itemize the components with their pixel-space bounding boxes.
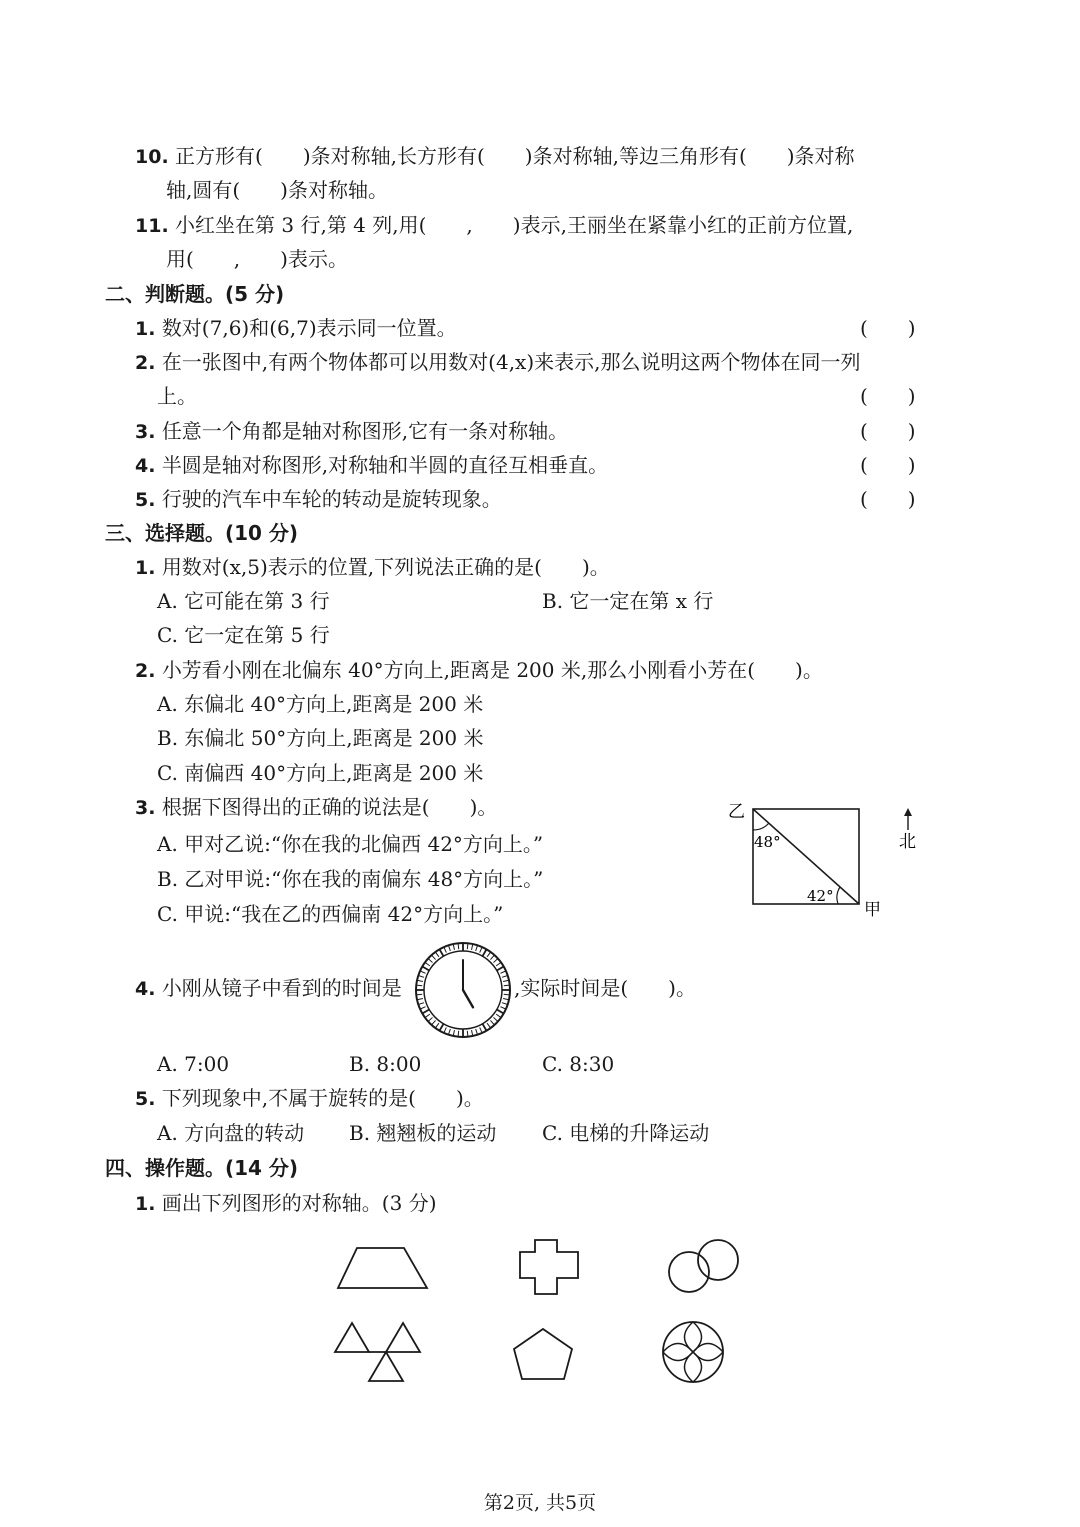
- triangle-shape-left[interactable]: [335, 1323, 369, 1352]
- choice-q3: [135, 794, 497, 821]
- option-b[interactable]: B. 它一定在第 x 行: [542, 589, 714, 613]
- question-number: 4.: [135, 978, 156, 1000]
- clock-tick: [422, 967, 429, 971]
- question-text: 任意一个角都是轴对称图形,它有一条对称轴。: [161, 419, 569, 443]
- section-title-judgement: 二、判断题。(5 分): [105, 282, 285, 306]
- option-b[interactable]: B. 8:00: [349, 1052, 422, 1076]
- question-text: 小红坐在第 3 行,第 4 列,用( , )表示,王丽坐在紧靠小红的正前方位置,: [175, 213, 854, 237]
- question-text: 上。: [157, 384, 197, 408]
- option-b[interactable]: B. 乙对甲说:“你在我的南偏东 48°方向上。”: [157, 867, 544, 891]
- angle-arc: [753, 823, 769, 830]
- angle-label: 48°: [754, 833, 781, 851]
- clock-tick: [497, 967, 504, 971]
- judgement-item-1: [135, 315, 457, 342]
- fill-q10-line1: [135, 143, 855, 170]
- answer-paren[interactable]: ( ): [860, 384, 916, 408]
- clock-tick: [497, 1010, 504, 1014]
- fill-q11-line2: [166, 246, 348, 272]
- clock-tick: [440, 949, 444, 956]
- triangle-shape-right[interactable]: [386, 1323, 420, 1352]
- page-footer: 第2页, 共5页: [483, 1492, 597, 1514]
- judgement-item-2-cont: [157, 383, 197, 409]
- question-text: 根据下图得出的正确的说法是( )。: [161, 795, 498, 819]
- direction-diagram: [720, 795, 930, 925]
- question-number: 5.: [135, 489, 156, 511]
- clock-icon: [413, 940, 513, 1040]
- question-text: 行驶的汽车中车轮的转动是旋转现象。: [161, 487, 502, 511]
- question-text: 画出下列图形的对称轴。(3 分): [161, 1191, 437, 1215]
- answer-paren[interactable]: ( ): [860, 487, 916, 511]
- question-text: 小刚从镜子中看到的时间是: [161, 976, 402, 1000]
- option-c[interactable]: C. 它一定在第 5 行: [157, 623, 330, 647]
- label-jia: 甲: [864, 900, 881, 920]
- option-c[interactable]: C. 8:30: [542, 1052, 615, 1076]
- question-text: 半圆是轴对称图形,对称轴和半圆的直径互相垂直。: [161, 453, 609, 477]
- judgement-item-4: [135, 452, 608, 479]
- question-number: 1.: [135, 1193, 156, 1215]
- choice-q4-before: [135, 975, 402, 1002]
- choice-q5: [135, 1085, 484, 1112]
- clock-tick: [483, 949, 487, 956]
- option-b[interactable]: B. 翘翘板的运动: [349, 1121, 497, 1145]
- label-yi: 乙: [728, 802, 745, 822]
- trapezoid-shape[interactable]: [338, 1248, 427, 1288]
- question-number: 2.: [135, 660, 156, 682]
- option-c[interactable]: C. 甲说:“我在乙的西偏南 42°方向上。”: [157, 902, 504, 926]
- triangle-shape-bottom[interactable]: [369, 1352, 403, 1381]
- question-number: 11.: [135, 215, 169, 237]
- fill-q11-line1: [135, 212, 853, 239]
- pentagon-shape[interactable]: [514, 1329, 572, 1379]
- option-c[interactable]: C. 南偏西 40°方向上,距离是 200 米: [157, 761, 484, 785]
- option-b[interactable]: B. 东偏北 50°方向上,距离是 200 米: [157, 726, 484, 750]
- section-title-choice: 三、选择题。(10 分): [105, 521, 299, 545]
- option-a[interactable]: A. 东偏北 40°方向上,距离是 200 米: [157, 692, 484, 716]
- question-number: 2.: [135, 352, 156, 374]
- choice-q2: [135, 657, 823, 684]
- clock-tick: [440, 1024, 444, 1031]
- question-number: 5.: [135, 1088, 156, 1110]
- question-text: 用数对(x,5)表示的位置,下列说法正确的是( )。: [161, 555, 610, 579]
- judgement-item-2: [135, 349, 861, 376]
- judgement-item-3: [135, 418, 568, 445]
- question-number: 10.: [135, 146, 169, 168]
- angle-arc: [837, 887, 840, 904]
- question-number: 1.: [135, 318, 156, 340]
- clock-tick: [483, 1024, 487, 1031]
- label-north: 北: [899, 832, 916, 852]
- answer-paren[interactable]: ( ): [860, 316, 916, 340]
- choice-q4-after: ,实际时间是( )。: [514, 976, 696, 1000]
- cross-shape[interactable]: [520, 1240, 578, 1294]
- symmetry-shapes: [330, 1230, 750, 1390]
- question-number: 1.: [135, 557, 156, 579]
- north-arrow-head-icon: [904, 808, 912, 816]
- question-text: 在一张图中,有两个物体都可以用数对(4,x)来表示,那么说明这两个物体在同一列: [161, 350, 861, 374]
- fill-q10-line2: [166, 177, 388, 203]
- option-a[interactable]: A. 7:00: [157, 1052, 230, 1076]
- question-text: 用( , )表示。: [166, 247, 348, 271]
- operation-q1: [135, 1190, 437, 1217]
- question-text: 小芳看小刚在北偏东 40°方向上,距离是 200 米,那么小刚看小芳在( )。: [161, 658, 823, 682]
- question-text: 轴,圆有( )条对称轴。: [166, 178, 388, 202]
- angle-label: 42°: [807, 887, 834, 905]
- clock-hour-hand: [463, 990, 473, 1007]
- judgement-item-5: [135, 486, 502, 513]
- option-a[interactable]: A. 方向盘的转动: [157, 1121, 305, 1145]
- question-text: 下列现象中,不属于旋转的是( )。: [161, 1086, 484, 1110]
- question-text: 数对(7,6)和(6,7)表示同一位置。: [161, 316, 457, 340]
- option-a[interactable]: A. 甲对乙说:“你在我的北偏西 42°方向上。”: [157, 832, 544, 856]
- section-title-operation: 四、操作题。(14 分): [105, 1156, 299, 1180]
- question-text: 正方形有( )条对称轴,长方形有( )条对称轴,等边三角形有( )条对称: [175, 144, 855, 168]
- clock-tick: [422, 1010, 429, 1014]
- question-number: 3.: [135, 421, 156, 443]
- answer-paren[interactable]: ( ): [860, 419, 916, 443]
- choice-q1: [135, 554, 610, 581]
- option-a[interactable]: A. 它可能在第 3 行: [157, 589, 330, 613]
- question-number: 4.: [135, 455, 156, 477]
- answer-paren[interactable]: ( ): [860, 453, 916, 477]
- question-number: 3.: [135, 797, 156, 819]
- option-c[interactable]: C. 电梯的升降运动: [542, 1121, 710, 1145]
